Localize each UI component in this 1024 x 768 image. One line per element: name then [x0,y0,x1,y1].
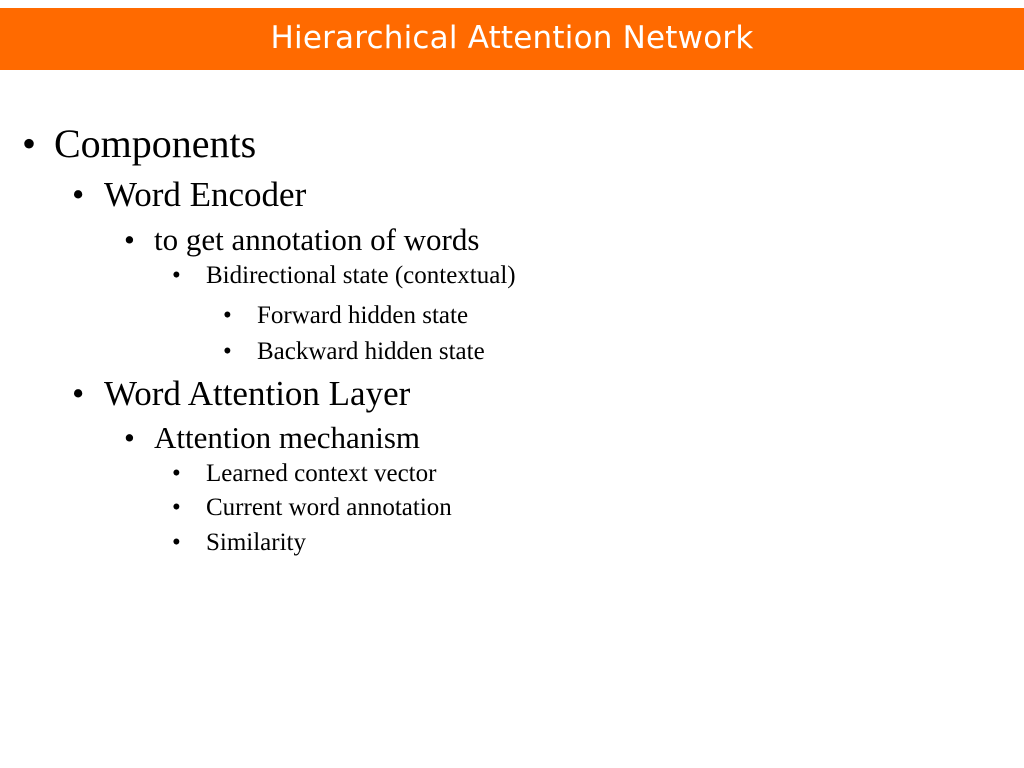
bullet-item-word-attention [72,376,410,411]
bullet-text: Word Encoder [104,175,307,214]
bullet-text: Current word annotation [206,494,452,521]
bullet-icon: • [172,529,181,556]
bullet-item-bidirectional [172,263,516,288]
bullet-text: Components [54,121,257,166]
slide-title: Hierarchical Attention Network [270,20,754,56]
bullet-text: Learned context vector [206,460,437,487]
bullet-icon: • [124,222,135,257]
bullet-icon: • [22,121,37,166]
bullet-text: Bidirectional state (contextual) [206,262,516,289]
bullet-text: Attention mechanism [154,420,421,455]
bullet-item-similarity [172,530,306,555]
bullet-text: Similarity [206,529,306,556]
bullet-icon: • [223,338,232,365]
bullet-icon: • [72,175,85,214]
bullet-text: Forward hidden state [257,302,469,329]
bullet-text: to get annotation of words [154,222,480,257]
bullet-icon: • [223,302,232,329]
bullet-text: Word Attention Layer [104,374,411,413]
bullet-icon: • [172,460,181,487]
bullet-item-context-vector [172,461,436,486]
bullet-item-backward [223,339,485,364]
bullet-item-word-annotation [172,495,452,520]
bullet-icon: • [124,420,135,455]
bullet-icon: • [172,262,181,289]
bullet-item-word-encoder [72,177,306,212]
bullet-icon: • [72,374,85,413]
bullet-item-components [22,121,257,166]
bullet-item-attention-mechanism [124,422,420,453]
bullet-item-annotation [124,224,479,255]
bullet-icon: • [172,494,181,521]
bullet-text: Backward hidden state [257,338,485,365]
bullet-item-forward [223,303,468,328]
